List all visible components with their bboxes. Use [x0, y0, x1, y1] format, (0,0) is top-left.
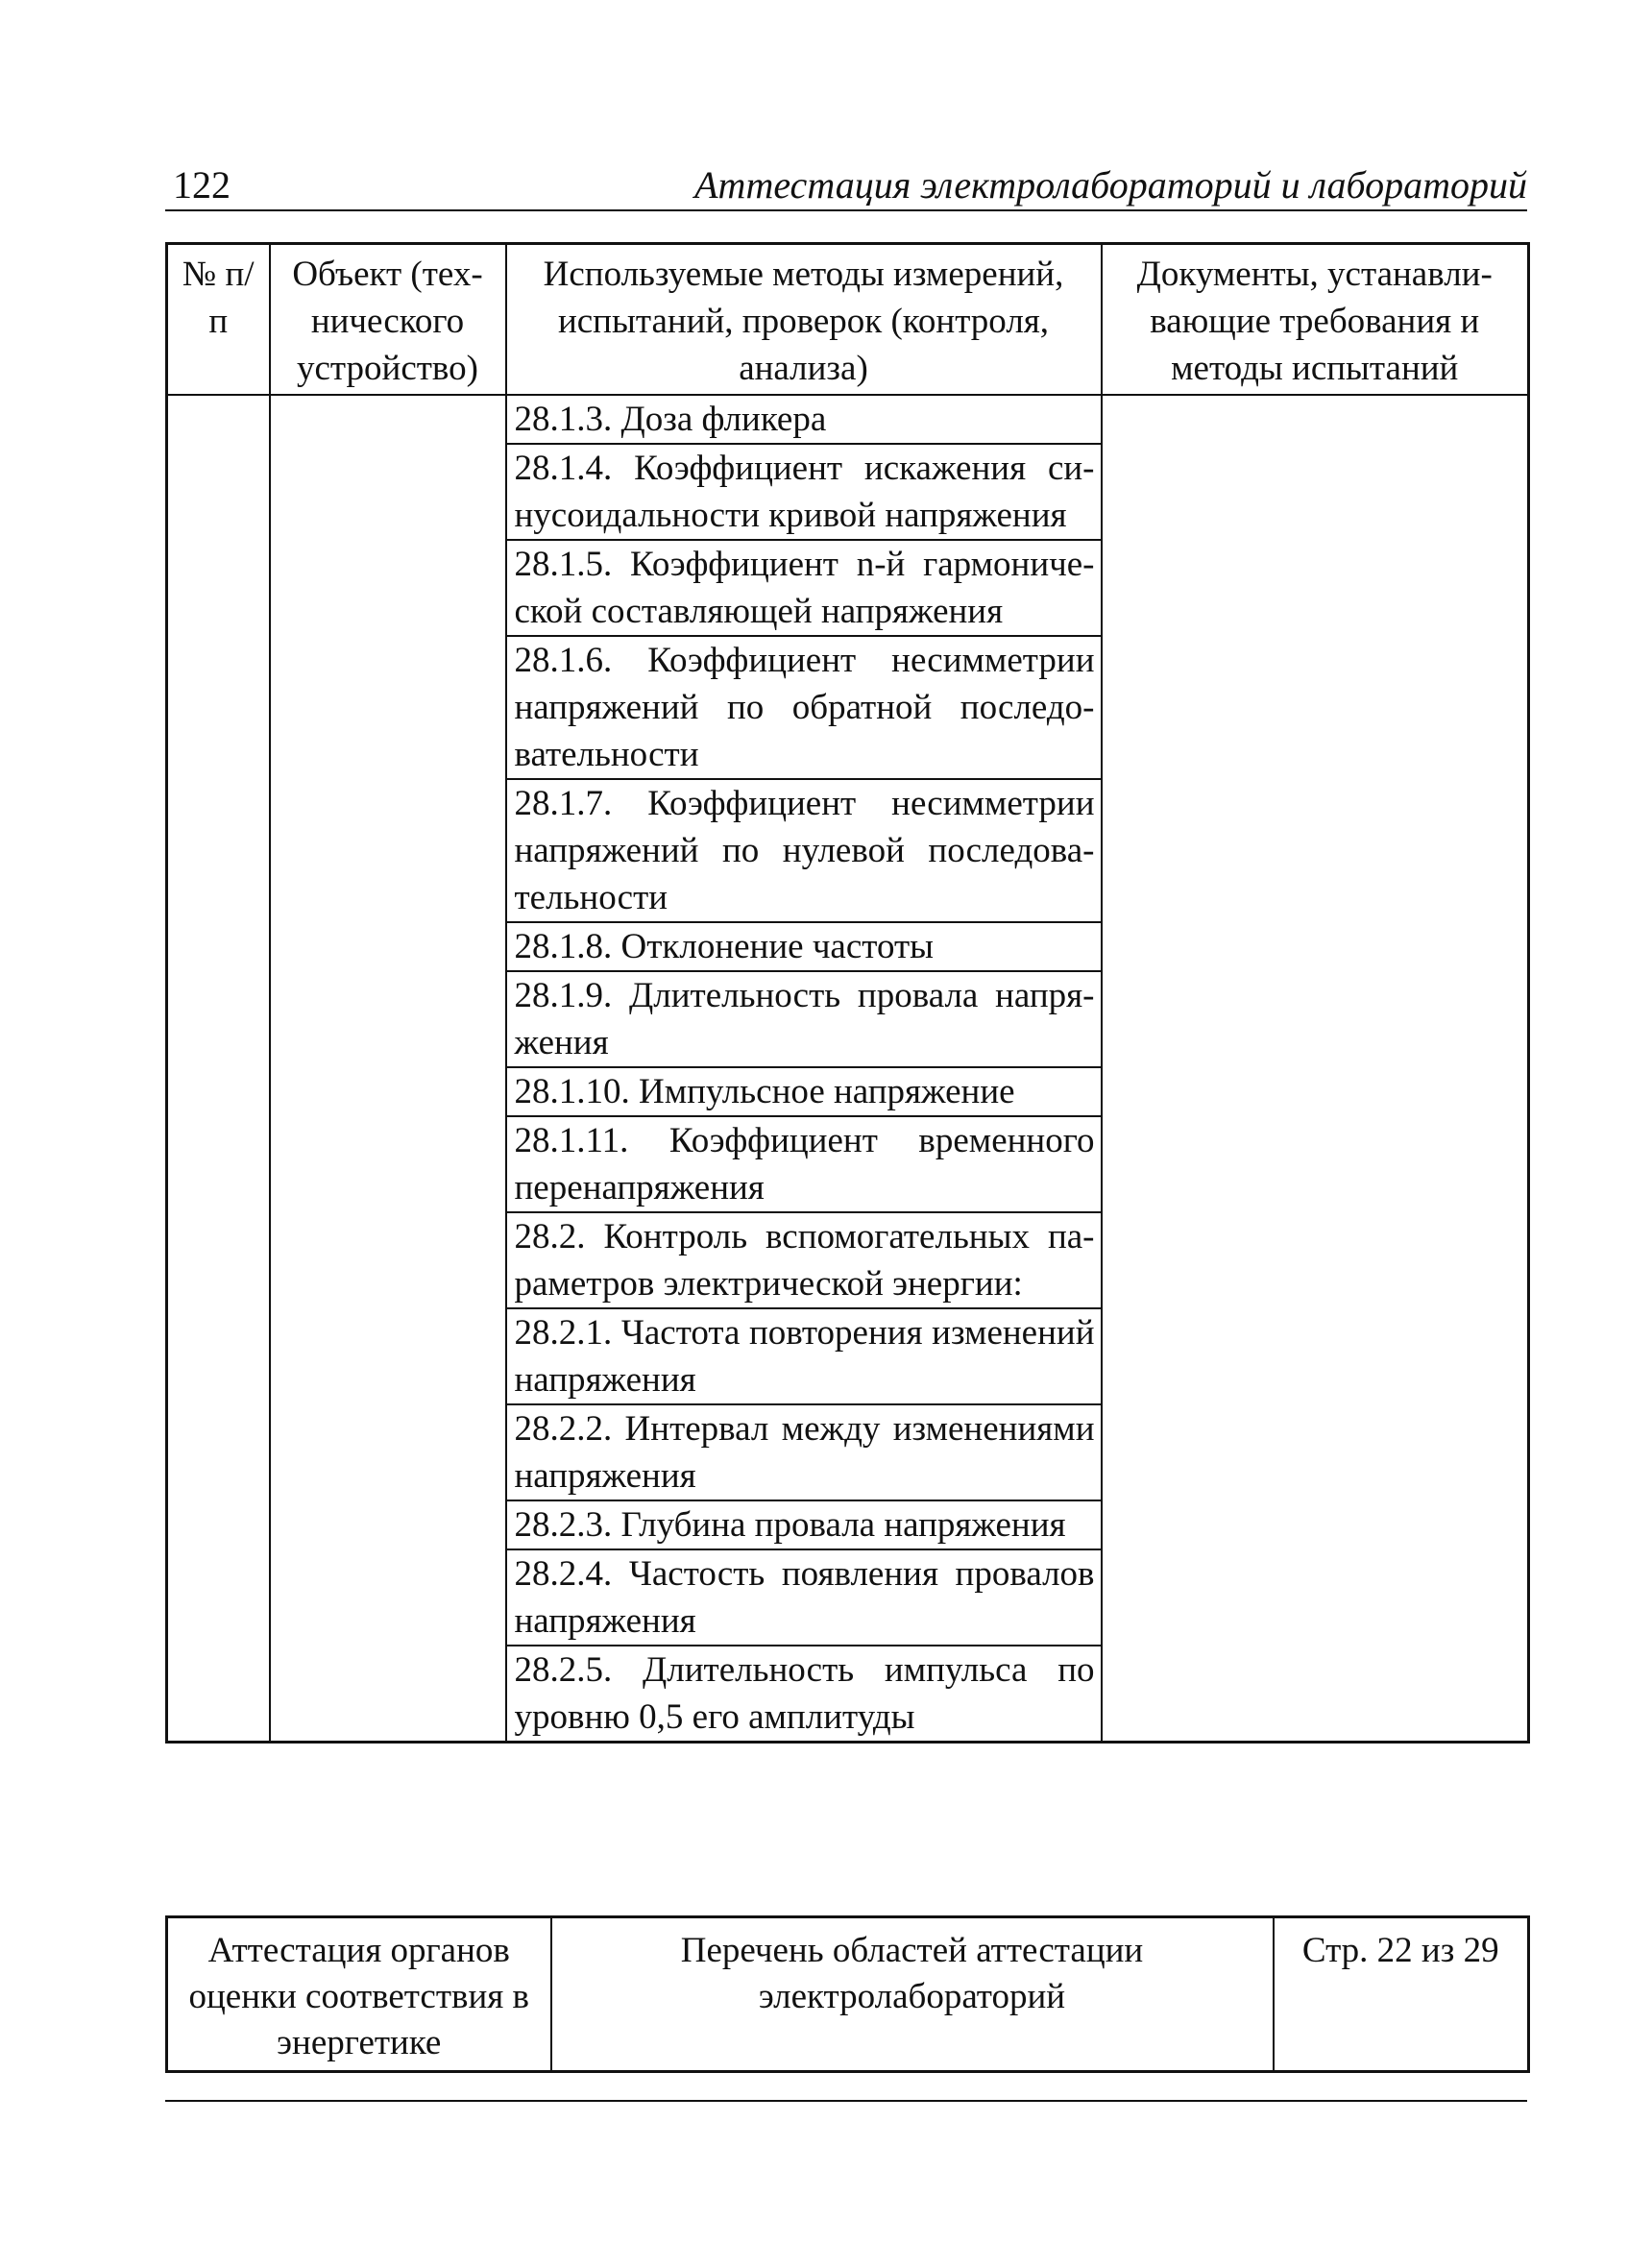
column-header-documents: Документы, устанавливающие требования и методы испытаний [1102, 244, 1529, 396]
method-cell: 28.2.1. Частота повторения изменений напряжения [506, 1308, 1102, 1404]
footer-document-title: Перечень областей аттестации электролабораторий [551, 1917, 1274, 2072]
method-cell: 28.2.5. Длительность импульса по уровню 0,5 его амплитуды [506, 1646, 1102, 1743]
column-header-methods: Используемые методы измерений, испытаний, проверок (контроля, анализа) [506, 244, 1102, 396]
column-header-object: Объект (технического устройство) [270, 244, 506, 396]
method-cell: 28.1.10. Импульсное напряжение [506, 1067, 1102, 1116]
footer-row [167, 1917, 1529, 2072]
footer-page-counter: Стр. 22 из 29 [1274, 1917, 1529, 2072]
running-head-title: Аттестация электролабораторий и лабораторий [694, 163, 1527, 207]
method-cell: 28.1.11. Коэффициент временного перенапряжения [506, 1116, 1102, 1212]
document-footer-table [165, 1915, 1530, 2073]
running-head [165, 161, 1527, 211]
method-cell: 28.1.8. Отклонение частоты [506, 922, 1102, 971]
attestation-table [165, 242, 1530, 1744]
page-number: 122 [173, 163, 231, 207]
method-cell: 28.1.9. Длительность провала напряжения [506, 971, 1102, 1067]
footer-organization: Аттестация органов оценки соответствия в энергетике [167, 1917, 551, 2072]
method-cell: 28.1.5. Коэффициент n-й гармонической составляющей напряжения [506, 540, 1102, 636]
method-cell: 28.1.7. Коэффициент несимметрии напряжений по нулевой последовательности [506, 779, 1102, 922]
documents-cell [1102, 395, 1529, 1743]
bottom-rule [165, 2100, 1527, 2102]
method-cell: 28.1.3. Доза фликера [506, 395, 1102, 444]
method-cell: 28.1.6. Коэффициент несимметрии напряжений по обратной последовательности [506, 636, 1102, 779]
object-cell [270, 395, 506, 1743]
method-cell: 28.2. Контроль вспомогательных параметров электрической энергии: [506, 1212, 1102, 1308]
table-row [167, 395, 1529, 444]
method-cell: 28.2.3. Глубина провала напряжения [506, 1500, 1102, 1549]
method-cell: 28.2.4. Частость появления провалов напряжения [506, 1549, 1102, 1646]
number-cell [167, 395, 270, 1743]
method-cell: 28.2.2. Интервал между изменениями напряжения [506, 1404, 1102, 1500]
column-header-number: № п/п [167, 244, 270, 396]
method-cell: 28.1.4. Коэффициент искажения синусоидальности кривой напряжения [506, 444, 1102, 540]
table-header-row [167, 244, 1529, 396]
